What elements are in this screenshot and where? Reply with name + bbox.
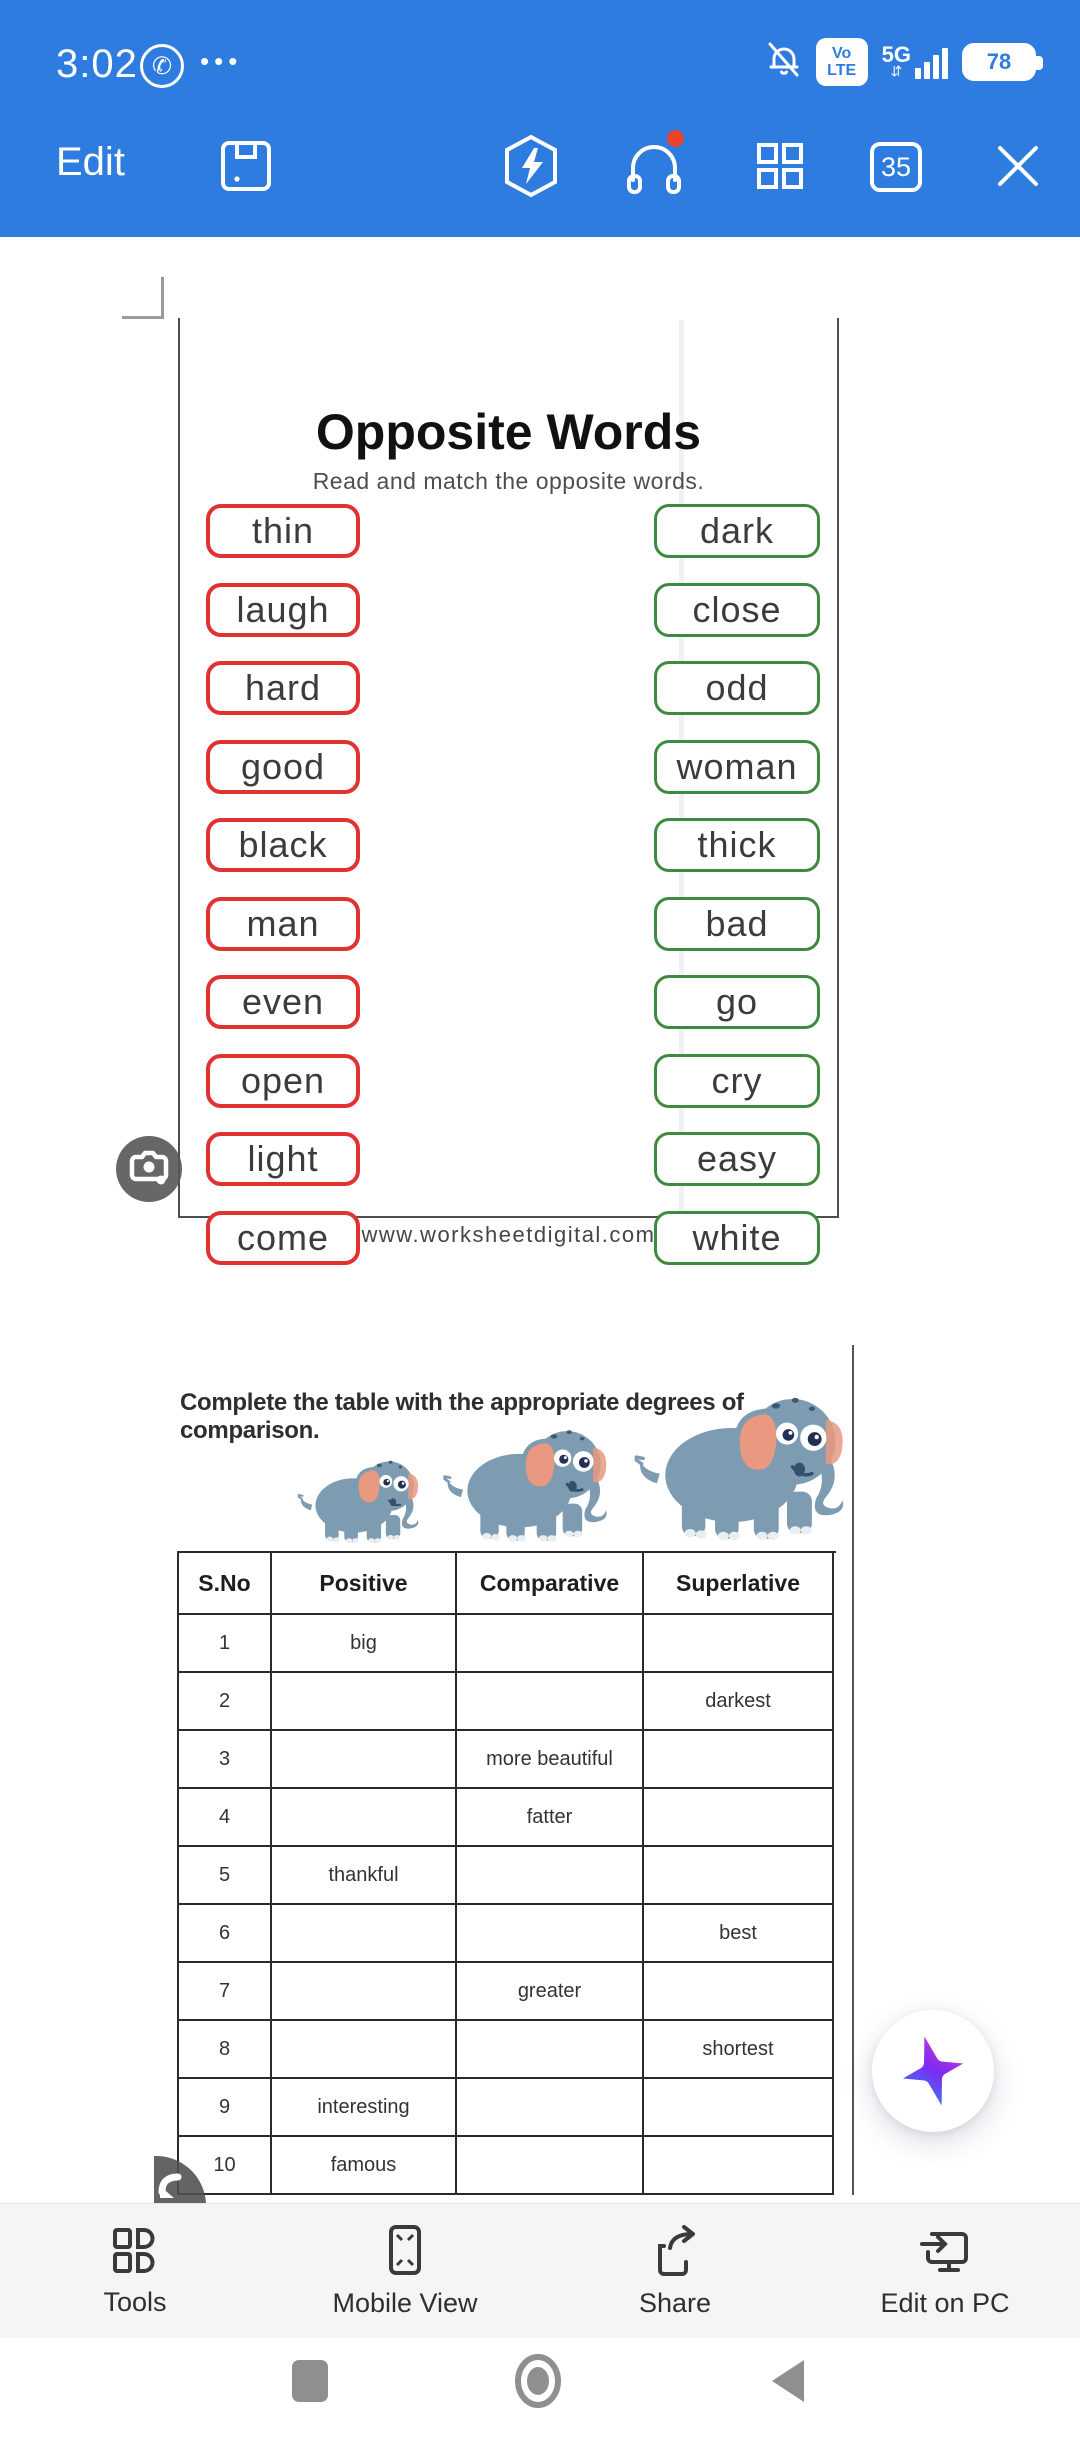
table-instruction: Complete the table with the appropriate degrees of comparison. bbox=[180, 1389, 744, 1444]
battery-indicator bbox=[962, 43, 1036, 81]
table-cell-comparative bbox=[457, 1789, 644, 1847]
edit-on-pc-button[interactable] bbox=[810, 2204, 1080, 2338]
share-label: Share bbox=[638, 2287, 712, 2318]
table-header-cell bbox=[644, 1553, 834, 1615]
network-type: 5G bbox=[881, 42, 911, 67]
table-cell-superlative bbox=[644, 2079, 834, 2137]
word-label: open bbox=[240, 1059, 326, 1101]
left-word-column bbox=[206, 504, 360, 1289]
word-label: thin bbox=[251, 510, 315, 551]
ai-assistant-fab[interactable] bbox=[872, 2010, 994, 2132]
mobile-view-label: Mobile View bbox=[332, 2287, 478, 2318]
word-label: white bbox=[692, 1216, 782, 1258]
word-box-red bbox=[206, 740, 360, 794]
word-box-red bbox=[206, 897, 360, 951]
table-cell-comparative bbox=[457, 2079, 644, 2137]
tools-button[interactable] bbox=[0, 2204, 270, 2338]
table-cell-positive bbox=[272, 1731, 457, 1789]
tools-label: Tools bbox=[103, 2286, 167, 2317]
cell-value: 1 bbox=[218, 1631, 231, 1654]
word-label: cry bbox=[711, 1059, 763, 1101]
table-header-cell bbox=[457, 1553, 644, 1615]
elephant-illustration bbox=[295, 1387, 855, 1547]
clock: 3:02 bbox=[56, 42, 138, 86]
word-box-green bbox=[654, 897, 820, 951]
table-cell-sno bbox=[179, 1905, 272, 1963]
worksheet-source-url: www.worksheetdigital.com bbox=[361, 1222, 656, 1247]
table-cell-positive bbox=[272, 1963, 457, 2021]
table-cell-superlative bbox=[644, 1731, 834, 1789]
table-cell-positive bbox=[272, 1905, 457, 1963]
large-elephant-image bbox=[630, 1381, 855, 1547]
table-header-cell bbox=[179, 1553, 272, 1615]
table-cell-comparative bbox=[457, 1905, 644, 1963]
small-elephant-image bbox=[295, 1451, 426, 1547]
word-box-red bbox=[206, 818, 360, 872]
recents-button[interactable] bbox=[292, 2360, 328, 2402]
extract-text-camera-button[interactable] bbox=[116, 1136, 182, 1202]
home-button[interactable] bbox=[514, 2354, 562, 2408]
status-bar bbox=[0, 28, 1080, 98]
word-label: odd bbox=[705, 667, 769, 708]
table-cell-sno bbox=[179, 2079, 272, 2137]
word-label: good bbox=[240, 745, 326, 787]
table-cell-sno bbox=[179, 1789, 272, 1847]
page-count-badge[interactable] bbox=[870, 142, 922, 192]
edit-on-pc-icon bbox=[918, 2224, 972, 2276]
word-label: hard bbox=[244, 667, 322, 708]
worksheet-title: Opposite Words bbox=[315, 404, 702, 460]
edit-on-pc-label: Edit on PC bbox=[880, 2287, 1010, 2318]
back-button[interactable] bbox=[768, 2358, 806, 2404]
table-cell-superlative bbox=[644, 1847, 834, 1905]
page-margin-corner bbox=[122, 277, 164, 319]
document-view[interactable] bbox=[0, 237, 1080, 2203]
header-label: S.No bbox=[198, 1569, 251, 1596]
word-label: laugh bbox=[236, 588, 330, 630]
cell-value: interesting bbox=[317, 2095, 410, 2118]
cell-value: 8 bbox=[218, 2037, 231, 2060]
cell-value: 9 bbox=[218, 2095, 231, 2118]
word-label: go bbox=[715, 981, 759, 1022]
medium-elephant-image bbox=[440, 1417, 616, 1547]
table-cell-comparative bbox=[457, 1963, 644, 2021]
table-cell-positive bbox=[272, 1789, 457, 1847]
word-label: come bbox=[236, 1216, 330, 1258]
table-cell-sno bbox=[179, 1673, 272, 1731]
notification-overflow-icon: ••• bbox=[200, 46, 243, 76]
cell-value: 5 bbox=[218, 1863, 231, 1886]
ai-spark-icon bbox=[896, 2031, 970, 2111]
word-label: thick bbox=[697, 824, 777, 865]
audio-read-button[interactable] bbox=[622, 134, 686, 198]
page-count: 35 bbox=[880, 151, 912, 182]
table-cell-positive bbox=[272, 2137, 457, 2195]
word-label: easy bbox=[696, 1138, 778, 1179]
cell-value: famous bbox=[330, 2153, 397, 2176]
cell-value: 6 bbox=[218, 1921, 231, 1944]
cell-value: darkest bbox=[705, 1689, 771, 1712]
word-label: close bbox=[692, 588, 782, 630]
word-label: even bbox=[241, 981, 325, 1022]
cell-value: greater bbox=[517, 1979, 582, 2002]
cell-value: 2 bbox=[218, 1689, 231, 1712]
word-box-green bbox=[654, 818, 820, 872]
right-word-column bbox=[654, 504, 820, 1289]
table-cell-sno bbox=[179, 1615, 272, 1673]
table-header-cell bbox=[272, 1553, 457, 1615]
cell-value: big bbox=[350, 1631, 377, 1654]
app-header bbox=[0, 0, 1080, 237]
table-cell-sno bbox=[179, 2021, 272, 2079]
table-cell-superlative bbox=[644, 2021, 834, 2079]
word-label: dark bbox=[699, 510, 775, 551]
word-box-red bbox=[206, 1054, 360, 1108]
whatsapp-notification-icon bbox=[140, 44, 184, 88]
table-cell-superlative bbox=[644, 1905, 834, 1963]
table-cell-superlative bbox=[644, 1789, 834, 1847]
word-box-red bbox=[206, 975, 360, 1029]
edit-button[interactable]: Edit bbox=[56, 140, 125, 184]
signal-indicator bbox=[881, 42, 948, 79]
cell-value: shortest bbox=[702, 2037, 774, 2060]
signal-bars-icon bbox=[915, 45, 948, 79]
table-cell-superlative bbox=[644, 1673, 834, 1731]
word-box-red bbox=[206, 661, 360, 715]
comparison-table bbox=[177, 1551, 836, 2195]
table-cell-superlative bbox=[644, 1615, 834, 1673]
word-box-green bbox=[654, 975, 820, 1029]
table-cell-comparative bbox=[457, 2021, 644, 2079]
cell-value: 4 bbox=[218, 1805, 231, 1828]
worksheet-page-1 bbox=[178, 318, 839, 1258]
word-box-green bbox=[654, 1054, 820, 1108]
cell-value: 3 bbox=[218, 1747, 231, 1770]
word-box-green bbox=[654, 740, 820, 794]
volte-line2: LTE bbox=[827, 62, 857, 79]
bell-muted-icon bbox=[766, 41, 802, 84]
header-label: Comparative bbox=[479, 1569, 620, 1596]
table-cell-superlative bbox=[644, 1963, 834, 2021]
word-label: man bbox=[246, 902, 320, 944]
word-box-red bbox=[206, 1132, 360, 1186]
worksheet-subtitle: Read and match the opposite words. bbox=[312, 468, 705, 494]
word-label: black bbox=[238, 824, 328, 865]
cell-value: best bbox=[719, 1921, 757, 1944]
cell-value: 7 bbox=[218, 1979, 231, 2002]
header-label: Superlative bbox=[676, 1569, 800, 1596]
document-toolbar bbox=[0, 118, 1080, 228]
phone-glyph: ✆ bbox=[151, 52, 173, 80]
mobile-view-button[interactable] bbox=[270, 2204, 540, 2338]
save-button[interactable] bbox=[214, 134, 278, 198]
bottom-toolbar bbox=[0, 2203, 1080, 2338]
table-cell-superlative bbox=[644, 2137, 834, 2195]
table-cell-positive bbox=[272, 1673, 457, 1731]
word-box-red bbox=[206, 504, 360, 558]
page-curl-indicator[interactable] bbox=[150, 2142, 216, 2203]
word-label: light bbox=[247, 1138, 319, 1179]
word-label: woman bbox=[676, 745, 798, 787]
table-cell-positive bbox=[272, 2021, 457, 2079]
word-box-green bbox=[654, 661, 820, 715]
status-icons bbox=[766, 38, 1036, 86]
mobile-view-icon bbox=[380, 2224, 430, 2276]
cell-value: more beautiful bbox=[486, 1747, 613, 1770]
header-label: Positive bbox=[319, 1569, 408, 1596]
share-button[interactable] bbox=[540, 2204, 810, 2338]
volte-line1: Vo bbox=[832, 45, 852, 62]
word-box-green bbox=[654, 583, 820, 637]
premium-lightning-button[interactable] bbox=[499, 134, 563, 198]
close-button[interactable] bbox=[986, 134, 1050, 198]
notification-dot bbox=[667, 130, 684, 147]
cell-value: 10 bbox=[213, 2153, 236, 2176]
table-cell-comparative bbox=[457, 1847, 644, 1905]
table-cell-comparative bbox=[457, 2137, 644, 2195]
table-cell-comparative bbox=[457, 1731, 644, 1789]
table-cell-positive bbox=[272, 1615, 457, 1673]
table-cell-comparative bbox=[457, 1673, 644, 1731]
volte-badge bbox=[816, 38, 868, 86]
tools-grid-icon bbox=[110, 2225, 160, 2275]
word-box-red bbox=[206, 583, 360, 637]
data-arrows-icon: ⇵ bbox=[890, 63, 903, 79]
word-label: bad bbox=[705, 902, 769, 944]
cell-value: fatter bbox=[526, 1805, 573, 1828]
table-cell-sno bbox=[179, 1963, 272, 2021]
android-navigation-bar bbox=[0, 2338, 1080, 2460]
word-box-green bbox=[654, 1132, 820, 1186]
table-cell-positive bbox=[272, 1847, 457, 1905]
camera-scan-icon bbox=[128, 1149, 170, 1189]
word-box-green bbox=[654, 504, 820, 558]
share-icon bbox=[650, 2224, 700, 2276]
view-mode-grid-button[interactable] bbox=[748, 134, 812, 198]
table-cell-positive bbox=[272, 2079, 457, 2137]
battery-percent: 78 bbox=[986, 49, 1012, 74]
table-cell-sno bbox=[179, 1731, 272, 1789]
cell-value: thankful bbox=[328, 1863, 399, 1886]
table-cell-sno bbox=[179, 1847, 272, 1905]
table-cell-comparative bbox=[457, 1615, 644, 1673]
